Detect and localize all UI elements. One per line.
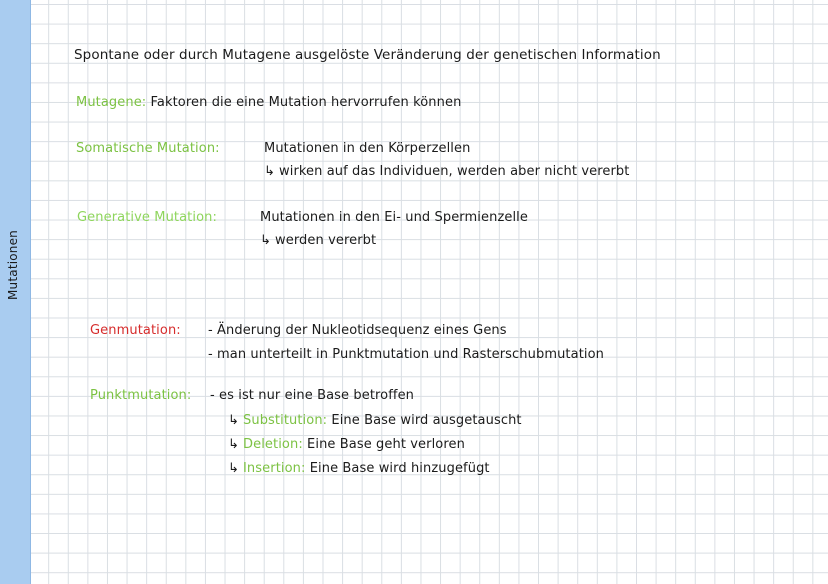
point-type-insertion [228, 461, 490, 477]
generative-note: werden vererbt [275, 233, 377, 248]
mutagene-term: Mutagene: [76, 95, 147, 110]
gene-item-1: - Änderung der Nukleotidsequenz eines Gens [208, 323, 507, 338]
generative-text: Mutationen in den Ei- und Spermienzelle [260, 210, 528, 225]
somatic-note: wirken auf das Individuen, werden aber nicht vererbt [279, 164, 630, 179]
somatic-text: Mutationen in den Körperzellen [264, 141, 471, 156]
somatic-line [76, 141, 220, 157]
gene-term-line [90, 323, 181, 339]
generative-note-line [260, 233, 376, 249]
mutagene-line [76, 95, 461, 111]
somatic-term: Somatische Mutation: [76, 141, 220, 156]
mutagene-text: Faktoren die eine Mutation hervorrufen können [150, 95, 462, 110]
side-title: Mutationen [6, 230, 20, 300]
arrow-icon: ↳ [264, 164, 275, 179]
insertion-text: Eine Base wird hinzugefügt [309, 461, 490, 476]
arrow-icon: ↳ [228, 437, 239, 452]
somatic-note-line [264, 164, 629, 180]
deletion-term: Deletion: [243, 437, 303, 452]
point-text: - es ist nur eine Base betroffen [210, 388, 415, 403]
arrow-icon: ↳ [260, 233, 271, 248]
point-type-deletion [228, 437, 465, 453]
margin-line [30, 0, 31, 584]
generative-line [77, 210, 217, 226]
point-type-substitution [228, 413, 522, 429]
gene-item-2: - man unterteilt in Punktmutation und Rasterschubmutation [208, 347, 604, 362]
arrow-icon: ↳ [228, 461, 239, 476]
insertion-term: Insertion: [243, 461, 306, 476]
intro-line: Spontane oder durch Mutagene ausgelöste Veränderung der genetischen Information [74, 47, 661, 63]
gene-term: Genmutation: [90, 323, 181, 338]
substitution-term: Substitution: [243, 413, 328, 428]
point-term-line [90, 388, 191, 404]
substitution-text: Eine Base wird ausgetauscht [331, 413, 522, 428]
deletion-text: Eine Base geht verloren [307, 437, 465, 452]
point-term: Punktmutation: [90, 388, 192, 403]
generative-term: Generative Mutation: [77, 210, 217, 225]
arrow-icon: ↳ [228, 413, 239, 428]
